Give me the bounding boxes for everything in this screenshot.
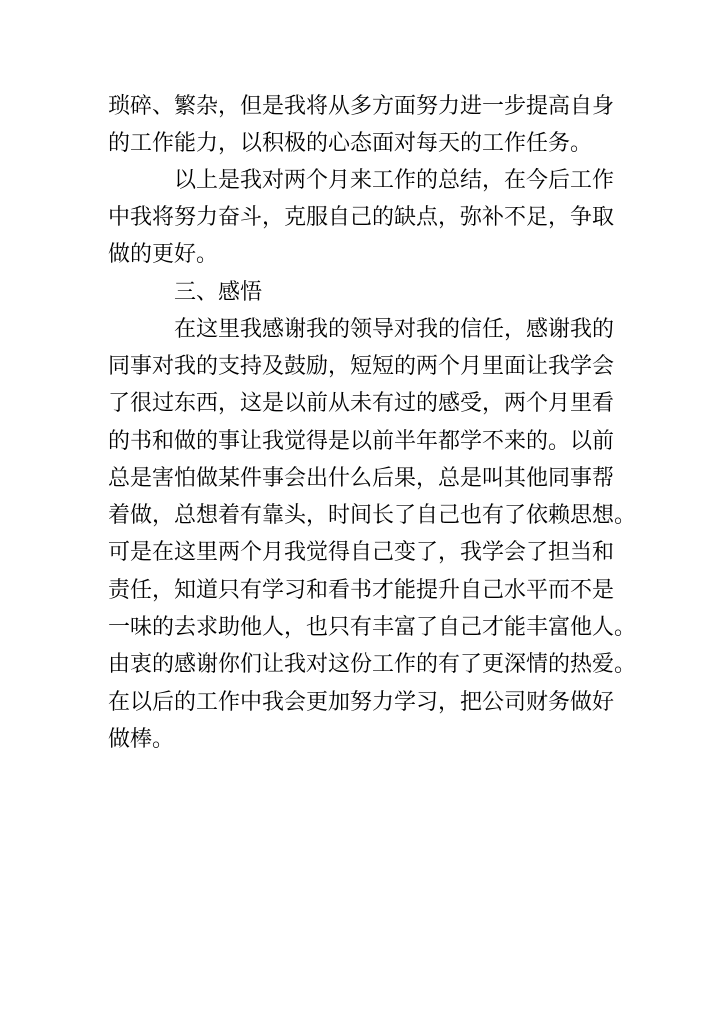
paragraph-start-line: 以上是我对两个月来工作的总结，在今后工作 (174, 168, 615, 193)
text-line: 着做，总想着有靠头，时间长了自己也有了依赖思想。 (108, 503, 637, 528)
text-line: 由衷的感谢你们让我对这份工作的有了更深情的热爱。 (108, 652, 637, 677)
text-line: 做棒。 (108, 727, 175, 752)
section-heading: 三、感悟 (174, 280, 263, 305)
text-line: 可是在这里两个月我觉得自己变了，我学会了担当和 (108, 540, 615, 565)
text-line: 责任，知道只有学习和看书才能提升自己水平而不是 (108, 578, 615, 603)
paragraph-start-line: 在这里我感谢我的领导对我的信任，感谢我的 (174, 317, 615, 342)
text-line: 做的更好。 (108, 242, 219, 267)
text-line: 了很过东西，这是以前从未有过的感受，两个月里看 (108, 391, 615, 416)
text-line: 的书和做的事让我觉得是以前半年都学不来的。以前 (108, 429, 615, 454)
text-line: 在以后的工作中我会更加努力学习，把公司财务做好 (108, 690, 615, 715)
text-line: 一味的去求助他人，也只有丰富了自己才能丰富他人。 (108, 615, 637, 640)
text-line: 中我将努力奋斗，克服自己的缺点，弥补不足，争取 (108, 205, 615, 230)
text-line: 总是害怕做某件事会出什么后果，总是叫其他同事帮 (108, 466, 615, 491)
text-line: 的工作能力，以积极的心态面对每天的工作任务。 (108, 131, 593, 156)
text-line: 同事对我的支持及鼓励，短短的两个月里面让我学会 (108, 354, 615, 379)
text-line: 琐碎、繁杂，但是我将从多方面努力进一步提高自身 (108, 94, 615, 119)
